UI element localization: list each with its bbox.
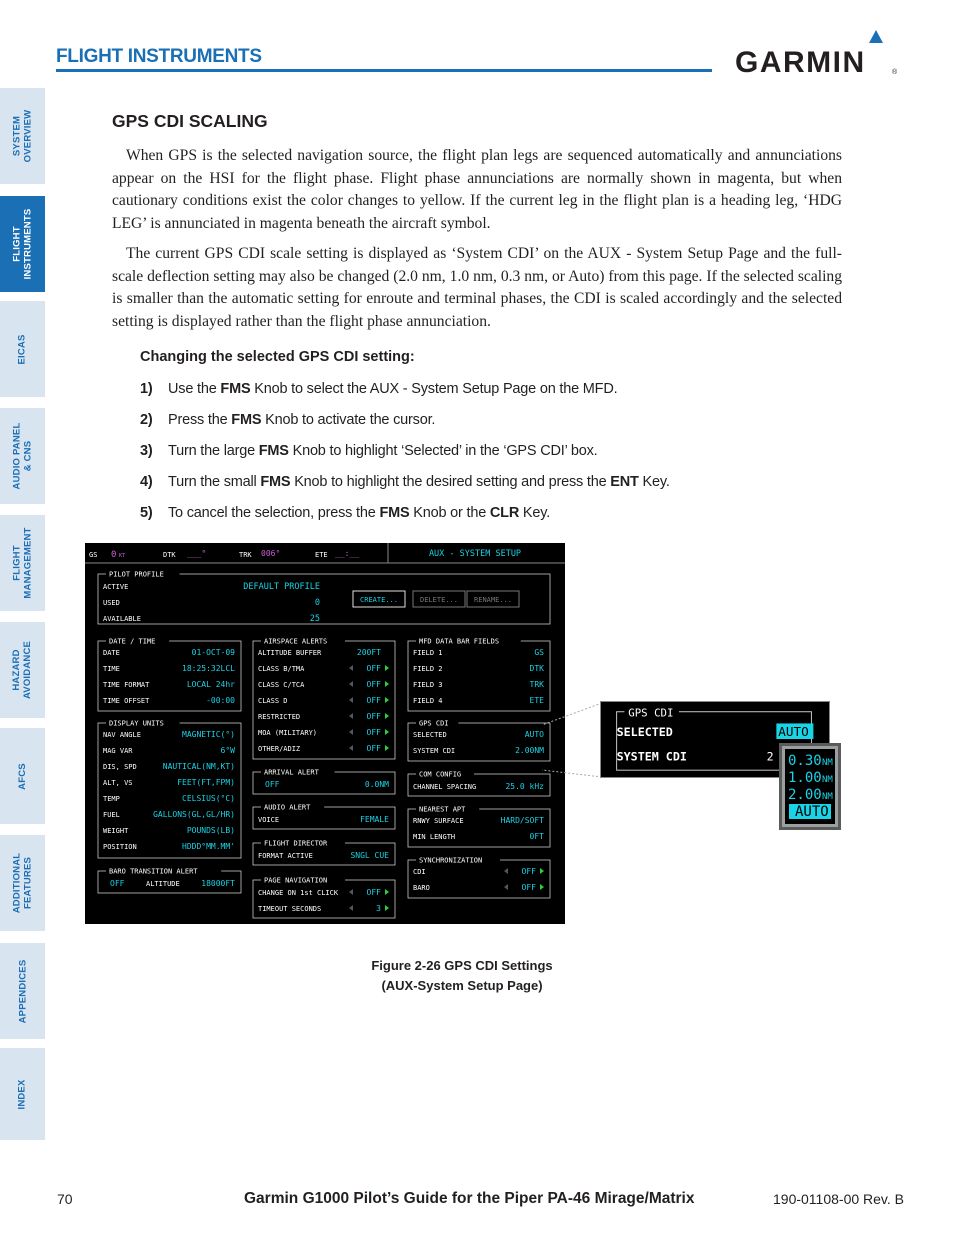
chapter-tab-label: AFCS: [16, 762, 28, 790]
gs-unit: KT: [119, 553, 126, 559]
cdi-option[interactable]: AUTO: [795, 804, 829, 820]
chapter-tab-system-overview[interactable]: [0, 88, 45, 184]
figure-caption: [0, 956, 924, 996]
setting-label: DATE: [103, 649, 120, 657]
screen-box-synchronization: [408, 855, 550, 898]
setting-value[interactable]: 2.00NM: [515, 746, 544, 755]
svg-text:®: ®: [892, 69, 898, 76]
setting-value[interactable]: 01-OCT-09: [191, 648, 235, 657]
screen-box-audio-alert: [253, 802, 395, 829]
profile-button-label: DELETE...: [420, 596, 458, 604]
screen-box-date-time: [98, 636, 241, 711]
setting-label: RNWY SURFACE: [413, 817, 464, 825]
inset-system-value: 2: [766, 749, 774, 764]
trk-value: 006°: [261, 549, 281, 558]
setting-label: DIS, SPD: [103, 763, 137, 771]
aux-system-setup-screen: [85, 543, 565, 924]
setting-label: BARO: [413, 884, 430, 892]
arrival-alert-distance[interactable]: 0.0NM: [364, 780, 389, 789]
setting-value[interactable]: -00:00: [206, 696, 235, 705]
setting-label: CLASS B/TMA: [258, 665, 305, 673]
setting-label: TIME OFFSET: [103, 697, 150, 705]
setting-value[interactable]: DEFAULT PROFILE: [243, 582, 320, 592]
chapter-tab-label: EICAS: [16, 333, 28, 365]
chapter-tab-eicas[interactable]: [0, 301, 45, 397]
step-text-part: Key.: [638, 474, 670, 490]
chapter-tab-audio-panel-cns[interactable]: [0, 408, 45, 504]
cdi-option[interactable]: 2.00: [788, 787, 822, 803]
setting-label: SYSTEM CDI: [413, 747, 456, 755]
setting-value[interactable]: NAUTICAL(NM,KT): [162, 762, 235, 771]
figure-caption-line-1: Figure 2-26 GPS CDI Settings: [371, 958, 553, 973]
setting-value[interactable]: OFF: [366, 744, 381, 753]
setting-label: TEMP: [103, 795, 120, 803]
paragraph-1: When GPS is the selected navigation source, the flight plan legs are sequenced automatically and annunciations appear on the HSI for the flight phase. Flight phase annunciations are normally shown in magenta, but when cautionary conditions exist the color changes to yellow. If the current leg in the flight plan is a heading leg, ‘HDG LEG’ is annunciated in magenta beneath the aircraft symbol.: [112, 147, 842, 232]
setting-value[interactable]: AUTO: [524, 730, 544, 739]
setting-label: OTHER/ADIZ: [258, 745, 301, 753]
setting-value[interactable]: 200FT: [356, 648, 381, 657]
profile-button-label: CREATE...: [360, 596, 398, 604]
chapter-tab-label: FLIGHT INSTRUMENTS: [11, 208, 34, 280]
step-text: [168, 474, 670, 490]
box-title: PILOT PROFILE: [109, 570, 164, 579]
garmin-logo: [735, 30, 900, 78]
step-text-part: Knob or the: [409, 505, 490, 521]
chapter-tab-index[interactable]: [0, 1048, 45, 1140]
inset-selected-value: AUTO: [778, 724, 809, 740]
step-text: [168, 443, 598, 459]
inset-system-label: SYSTEM CDI: [616, 749, 687, 764]
chapter-tab-additional-features[interactable]: [0, 835, 45, 931]
section-title: GPS CDI SCALING: [112, 111, 268, 131]
step-number: 5): [140, 505, 153, 521]
step-text-part: Turn the large: [168, 443, 259, 459]
chapter-tab-hazard-avoidance[interactable]: [0, 622, 45, 718]
step-text-part: Turn the small: [168, 474, 261, 490]
setting-value[interactable]: CELSIUS(°C): [182, 794, 235, 803]
setting-value[interactable]: HDDD°MM.MM': [182, 842, 235, 851]
screen-box-page-navigation: [253, 875, 395, 918]
setting-label: NAV ANGLE: [103, 731, 141, 739]
page-title: AUX - SYSTEM SETUP: [428, 549, 522, 559]
garmin-logo-text: GARMIN: [735, 46, 866, 78]
step-text: [168, 381, 617, 397]
setting-value[interactable]: POUNDS(LB): [186, 826, 235, 835]
setting-label: RESTRICTED: [258, 713, 301, 721]
setting-label: CDI: [413, 868, 426, 876]
setting-label: MIN LENGTH: [413, 833, 456, 841]
step-text-part: To cancel the selection, press the: [168, 505, 380, 521]
chapter-tab-label: APPENDICES: [17, 959, 29, 1023]
setting-value[interactable]: FEET(FT,FPM): [177, 778, 235, 787]
box-title: BARO TRANSITION ALERT: [109, 867, 198, 876]
setting-value[interactable]: SNGL CUE: [350, 851, 389, 860]
setting-value[interactable]: GALLONS(GL,GL/HR): [153, 810, 235, 819]
setting-value[interactable]: FEMALE: [360, 815, 389, 824]
step-text-part: Knob to highlight ‘Selected’ in the ‘GPS CDI’ box.: [288, 443, 598, 459]
setting-value[interactable]: LOCAL 24hr: [186, 680, 235, 689]
key-name: FMS: [220, 381, 251, 397]
setting-value[interactable]: MAGNETIC(°): [182, 730, 235, 739]
inset-selected-label: SELECTED: [616, 725, 673, 740]
cdi-option-unit: NM: [822, 775, 833, 785]
section-header: FLIGHT INSTRUMENTS: [56, 46, 262, 67]
box-title: NEAREST APT: [419, 805, 466, 814]
setting-value[interactable]: OFF: [366, 664, 381, 673]
gs-value: 0: [111, 550, 117, 560]
setting-label: ACTIVE: [103, 583, 129, 591]
setting-value[interactable]: OFF: [521, 883, 536, 892]
setting-label: FIELD 2: [413, 665, 443, 673]
setting-label: CHANNEL SPACING: [413, 783, 477, 791]
baro-alert-label: ALTITUDE: [146, 880, 180, 888]
screen-box-flight-director: [253, 838, 395, 865]
key-name: FMS: [258, 443, 289, 459]
figure-caption-line-2: (AUX-System Setup Page): [381, 978, 543, 993]
step-text-part: Use the: [168, 381, 221, 397]
chapter-tab-label: INDEX: [16, 1078, 28, 1110]
setting-value[interactable]: OFF: [366, 712, 381, 721]
box-title: AUDIO ALERT: [264, 803, 311, 812]
step-text: [168, 412, 435, 428]
arrival-alert-state[interactable]: OFF: [265, 780, 280, 789]
setting-label: FUEL: [103, 811, 120, 819]
profile-button-label: RENAME...: [474, 596, 512, 604]
setting-value[interactable]: 0: [314, 598, 320, 608]
dtk-value: ___°: [187, 549, 207, 558]
setting-label: ALT, VS: [103, 779, 133, 787]
inset-title: GPS CDI: [628, 706, 674, 720]
baro-alert-altitude[interactable]: 18000FT: [201, 879, 235, 888]
box-title: COM CONFIG: [419, 770, 462, 779]
box-title: DATE / TIME: [109, 637, 156, 646]
setting-label: WEIGHT: [103, 827, 129, 835]
box-title: SYNCHRONIZATION: [419, 856, 483, 865]
chapter-tab-label: HAZARD AVOIDANCE: [11, 640, 34, 700]
setting-value[interactable]: TRK: [529, 680, 544, 689]
setting-label: FIELD 4: [413, 697, 443, 705]
setting-label: POSITION: [103, 843, 137, 851]
box-title: DISPLAY UNITS: [109, 719, 164, 728]
step-text-part: Press the: [168, 412, 232, 428]
step-text-part: Knob to select the AUX - System Setup Page on the MFD.: [250, 381, 618, 397]
box-title: FLIGHT DIRECTOR: [264, 839, 328, 848]
chapter-tab-label: FLIGHT MANAGEMENT: [11, 527, 34, 599]
chapter-tab-afcs[interactable]: [0, 728, 45, 824]
document-number: 190-01108-00 Rev. B: [773, 1191, 905, 1207]
box-title: ARRIVAL ALERT: [264, 768, 319, 777]
setting-label: SELECTED: [413, 731, 447, 739]
setting-value[interactable]: 0FT: [529, 832, 544, 841]
ete-label: ETE: [315, 551, 328, 559]
screen-box-mfd-fields: [408, 636, 550, 711]
setting-value[interactable]: OFF: [366, 888, 381, 897]
screen-box-com-config: [408, 769, 550, 796]
step-text-part: Knob to highlight the desired setting and press the: [290, 474, 611, 490]
dtk-label: DTK: [163, 551, 176, 559]
setting-value[interactable]: 6°W: [220, 746, 235, 755]
setting-value[interactable]: GS: [534, 648, 544, 657]
setting-label: CLASS D: [258, 697, 288, 705]
ete-value: __:__: [335, 549, 360, 558]
key-name: FMS: [260, 474, 291, 490]
setting-value[interactable]: ETE: [529, 696, 544, 705]
key-name: ENT: [610, 474, 639, 490]
trk-label: TRK: [239, 551, 252, 559]
key-name: FMS: [231, 412, 262, 428]
setting-value[interactable]: HARD/SOFT: [500, 816, 544, 825]
setting-label: FORMAT ACTIVE: [258, 852, 313, 860]
step-number: 2): [140, 412, 153, 428]
step-text-part: Key.: [519, 505, 551, 521]
box-title: MFD DATA BAR FIELDS: [419, 637, 500, 646]
screen-box-arrival-alert: [253, 767, 395, 794]
setting-value[interactable]: OFF: [366, 696, 381, 705]
setting-value[interactable]: 18:25:32LCL: [182, 664, 235, 673]
box-title: AIRSPACE ALERTS: [264, 637, 328, 646]
setting-label: FIELD 1: [413, 649, 443, 657]
screen-box-airspace-alerts: [253, 636, 395, 759]
chapter-tab-label: ADDITIONAL FEATURES: [11, 852, 34, 914]
setting-value[interactable]: OFF: [521, 867, 536, 876]
baro-alert-state[interactable]: OFF: [110, 879, 125, 888]
setting-label: ALTITUDE BUFFER: [258, 649, 322, 657]
box-title: PAGE NAVIGATION: [264, 876, 328, 885]
setting-label: TIME FORMAT: [103, 681, 150, 689]
setting-value[interactable]: OFF: [366, 680, 381, 689]
setting-label: CLASS C/TCA: [258, 681, 305, 689]
cdi-option-unit: NM: [822, 758, 833, 768]
setting-value[interactable]: OFF: [366, 728, 381, 737]
box-title: GPS CDI: [419, 719, 449, 728]
step-number: 3): [140, 443, 153, 459]
gs-label: GS: [89, 551, 98, 559]
chapter-tab-label: SYSTEM OVERVIEW: [11, 109, 34, 163]
setting-value[interactable]: 25.0 kHz: [505, 782, 544, 791]
screen-box-gps-cdi: [408, 718, 550, 761]
screen-box-baro-alert: [98, 866, 241, 893]
setting-label: AVAILABLE: [103, 615, 141, 623]
chapter-tab-flight-management[interactable]: [0, 515, 45, 611]
step-number: 1): [140, 381, 153, 397]
procedure-title: Changing the selected GPS CDI setting:: [140, 349, 415, 365]
setting-label: USED: [103, 599, 120, 607]
setting-value[interactable]: DTK: [529, 664, 544, 673]
paragraph-2: The current GPS CDI scale setting is displayed as ‘System CDI’ on the AUX - System Setup Page and the full-scale deflection setting may also be changed (2.0 nm, 1.0 nm, 0.3 nm, or Auto) from this page. If the selected scaling is smaller than the automatic setting for enroute and terminal phases, the CDI is scaled accordingly and the selected setting is displayed rather than the flight phase annunciation.: [112, 245, 842, 330]
page-number: 70: [57, 1191, 73, 1207]
cdi-options-popup[interactable]: [779, 743, 841, 830]
chapter-tab-flight-instruments[interactable]: [0, 196, 45, 292]
step-number: 4): [140, 474, 153, 490]
setting-label: MOA (MILITARY): [258, 729, 318, 737]
setting-label: MAG VAR: [103, 747, 133, 755]
key-name: CLR: [489, 505, 520, 521]
cdi-option[interactable]: 0.30: [788, 753, 822, 769]
setting-label: CHANGE ON 1st CLICK: [258, 889, 339, 897]
setting-label: TIME: [103, 665, 120, 673]
header-rule: [56, 69, 712, 72]
setting-value[interactable]: 3: [376, 904, 381, 913]
screen-box-nearest-apt: [408, 804, 550, 847]
chapter-tab-label: AUDIO PANEL & CNS: [11, 422, 34, 490]
cdi-option-unit: NM: [822, 792, 833, 802]
step-text: [168, 505, 550, 521]
cdi-option[interactable]: 1.00: [788, 770, 822, 786]
footer-title: Garmin G1000 Pilot’s Guide for the Piper PA-46 Mirage/Matrix: [244, 1190, 695, 1207]
screen-box-pilot-profile: [98, 569, 550, 624]
setting-value[interactable]: 25: [309, 614, 320, 624]
setting-label: TIMEOUT SECONDS: [258, 905, 322, 913]
screen-box-display-units: [98, 718, 241, 858]
setting-label: FIELD 3: [413, 681, 443, 689]
key-name: FMS: [379, 505, 410, 521]
step-text-part: Knob to activate the cursor.: [261, 412, 436, 428]
setting-label: VOICE: [258, 816, 280, 824]
